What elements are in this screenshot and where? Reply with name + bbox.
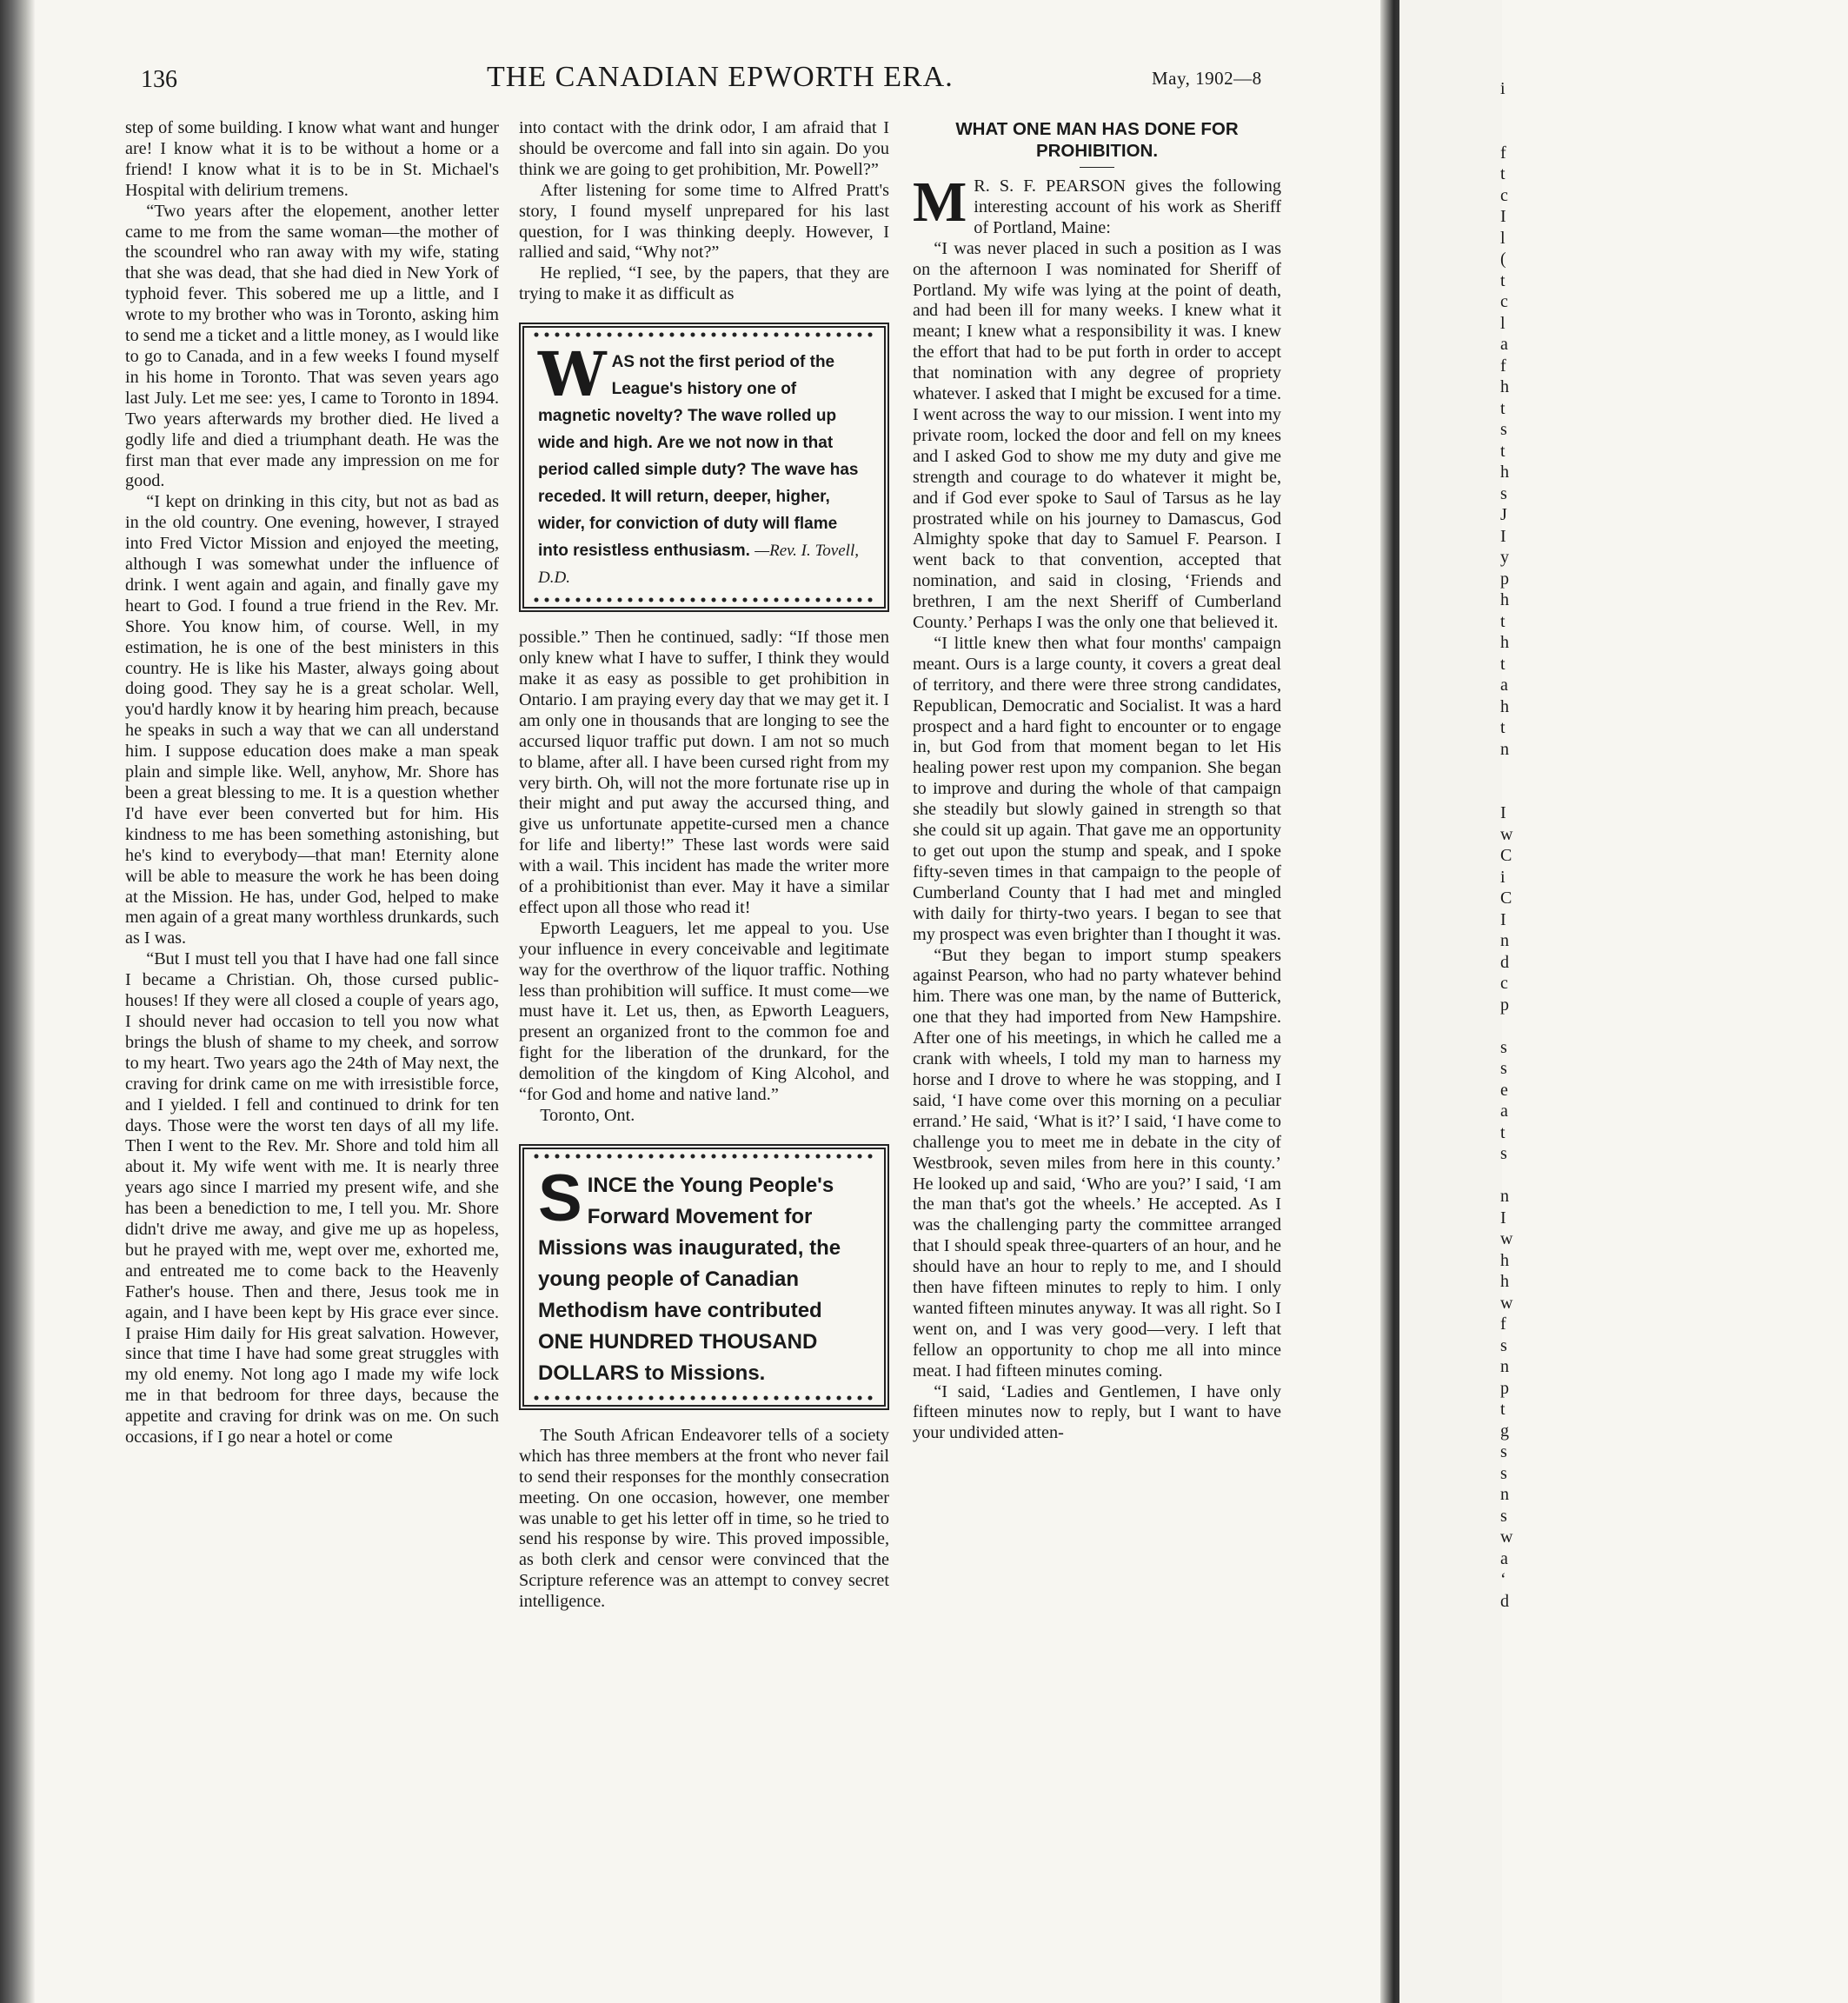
quote-text: AS not the first period of the League's history one of magnetic novelty? The wave rolled up wide and high. Are we not now in that period called simple duty? The wave has receded. It will return, deeper, higher, wider, for conviction of duty will flame into resistless enthusiasm.	[538, 353, 859, 561]
paragraph: “Two years after the elopement, another letter came to me from the same woman—the mother of the scoundrel who ran away with my wife, stating that she was dead, that she had died in New York of typhoid fever. This sobered me up a little, and I wrote to my brother who was in Toronto, asking him to send me a ticket and a little money, as I would like to go to Canada, and in a few weeks I found myself in his home in Toronto. That was seven years ago last July. Let me see: yes, I came to Toronto in 1894. Two years afterwards my brother died. He lived a godly life and died a triumphant death. He was the first man that ever made any impression on me for good.	[125, 201, 499, 491]
adjacent-page-line	[1500, 100, 1848, 122]
paragraph: into contact with the drink odor, I am afraid that I should be overcome and fall into sin again. Do you think we are going to get prohibition, Mr. Powell?”	[519, 118, 889, 179]
adjacent-page-line: d	[1500, 1591, 1509, 1611]
adjacent-page-line: c	[1500, 185, 1508, 205]
adjacent-page-line: h	[1500, 1272, 1509, 1291]
adjacent-page-line: s	[1500, 1335, 1507, 1355]
paragraph: possible.” Then he continued, sadly: “If those men only knew what I have to suffer, I think they would make it as easy as possible to get prohibition in Ontario. I am praying every day that we may get it. I am only one in thousands that are longing to see the accursed liquor traffic put down. I am not so much to blame, after all. I have been cursed right from my very birth. Oh, will not the more fortunate rise up in their might and put away the accursed thing, and give us unfortunate appetite-cursed men a chance for life and liberty!” These last words were said with a wail. This incident has made the writer more of a prohibitionist than ever. May it have a similar effect upon all those who read it!	[519, 628, 889, 917]
drop-cap: W	[538, 338, 607, 411]
signoff-location: Toronto, Ont.	[540, 1106, 635, 1125]
drop-cap: S	[538, 1161, 582, 1235]
quote-byline: —Rev. I. Tovell, D.D.	[538, 542, 859, 588]
adjacent-page-line	[1500, 760, 1848, 782]
adjacent-page-line: h	[1500, 462, 1509, 482]
column-3	[913, 118, 1281, 1444]
intro-text: R. S. F. PEARSON gives the following interesting account of his work as Sheriff of Portland, Maine:	[974, 176, 1281, 237]
adjacent-page-line: t	[1500, 718, 1506, 737]
adjacent-page-line: s	[1500, 1442, 1507, 1461]
adjacent-page-line: d	[1500, 952, 1509, 972]
adjacent-page-line: l	[1500, 313, 1506, 333]
adjacent-page-line: p	[1500, 1378, 1509, 1398]
notice-text: INCE the Young People's Forward Movement for Missions was inaugurated, the young people of Canadian Methodism have contributed ONE HUNDRED THOUSAND DOLLARS to Missions.	[538, 1173, 841, 1385]
adjacent-page-line: t	[1500, 270, 1506, 290]
adjacent-page-line: h	[1500, 1250, 1509, 1270]
adjacent-page-line: a	[1500, 675, 1508, 695]
paragraph: “But they began to import stump speakers against Pearson, who had no party whatever behind him. There was one man, by the name of Butterick, one that they had imported from New Hampshire. After one of his meetings, in which he called me a crank with wheels, I told my man to harness my horse and I drove to where he was stopping, and I said, ‘I have come over this morning on a peculiar errand.’ He said, ‘What is it?’ I said, ‘I have come to challenge you to meet me in debate in the city of Westbrook, seven miles from here in this county.’ He looked up and said, ‘Who are you?’ I said, ‘I am the man that's got the wheels.’ He accepted. As I was the challenging party the committee arranged that I should speak three-quarters of an hour, and he should have an hour to reply to me, and I should then have fifteen minutes to reply to him. I only wanted fifteen minutes anyway. It was all right. So I went on, and I was very good—very. I left that fellow an opportunity to chop me all into mince meat. I had fifteen minutes coming.	[913, 945, 1281, 1381]
adjacent-page-line: s	[1500, 1059, 1507, 1078]
adjacent-page-line: s	[1500, 1037, 1507, 1057]
adjacent-page-line: t	[1500, 654, 1506, 674]
paragraph: He replied, “I see, by the papers, that they are trying to make it as difficult as	[519, 263, 889, 304]
drop-cap: M	[913, 170, 967, 234]
paragraph: “But I must tell you that I have had one fall since I became a Christian. Oh, those cursed public-houses! If they were all closed a couple of years ago, I should never had occasion to tell you now what brings the blush of shame to my cheek, and sorrow to my heart. Two years ago the 24th of May next, the craving for drink came on me with irresistible force, and I yielded. I fell and continued to drink for ten days. Those were the worst ten days of all my life. Then I went to the Rev. Mr. Shore and told him all about it. My wife went with me. It is nearly three years ago since I married my present wife, and she has been a benediction to me, I tell you. Mr. Shore didn't drive me away, and give me up as hopeless, but he prayed with me, wept over me, exhorted me, and entreated me to come back to the Heavenly Father's house. Then and there, Jesus took me in again, and I have been kept by His grace ever since. I praise Him daily for His great salvation. However, since that time I have had some great struggles with my old enemy. Not long ago I made my wife lock me in that bedroom for three days, because the appetite and craving for drink was on me. On such occasions, if I go near a hotel or come	[125, 949, 499, 1447]
adjacent-page-line: n	[1500, 1485, 1509, 1504]
page-header	[0, 61, 1380, 96]
adjacent-page-line: h	[1500, 377, 1509, 396]
paragraph: “I little knew then what four months' campaign meant. Ours is a large county, it covers a great deal of territory, and there were three strong candidates, Republican, Democratic and Socialist. It was a hard prospect and a hard fight to encounter or to engage in, but God from that moment began to let His healing power rest upon my companion. She began to improve and during the whole of that campaign she steadily but slowly gained in strength so that she could sit up again. That gave me an opportunity to get out upon the stump and speak, and I spoke fifty-seven times in that campaign to the people of Cumberland County that I had met and mingled with daily for thirty-two years. I began to see that my prospect was even brighter than I thought it was.	[913, 633, 1281, 944]
adjacent-page-line	[1500, 121, 1848, 143]
adjacent-page-line	[1500, 1165, 1848, 1187]
page-gutter-shadow	[1380, 0, 1399, 2003]
paragraph: step of some building. I know what want and hunger are! I know what it is to be without a home or a friend! I know what it is to be in St. Michael's Hospital with delirium tremens.	[125, 118, 499, 200]
notice-box-forward-movement	[519, 1144, 889, 1410]
adjacent-page-line: s	[1500, 1463, 1507, 1483]
adjacent-page-line: s	[1500, 1506, 1507, 1526]
issue-date: May, 1902—8	[1152, 68, 1262, 89]
adjacent-page-line: g	[1500, 1421, 1509, 1441]
adjacent-page-text	[1500, 78, 1848, 1612]
column-1	[125, 118, 499, 1448]
adjacent-page-line: n	[1500, 1187, 1509, 1206]
adjacent-page-line: I	[1500, 803, 1506, 822]
adjacent-page-line: w	[1500, 1229, 1513, 1248]
adjacent-page-line	[1500, 1015, 1848, 1037]
title-rule	[1080, 167, 1114, 168]
adjacent-page-line: t	[1500, 398, 1506, 418]
adjacent-page-line: t	[1500, 1122, 1506, 1142]
adjacent-page-line: w	[1500, 824, 1513, 844]
adjacent-page-line: I	[1500, 909, 1506, 929]
adjacent-page-line: c	[1500, 974, 1508, 993]
adjacent-page-line: J	[1500, 505, 1507, 524]
adjacent-page-line: h	[1500, 590, 1509, 609]
adjacent-page-line: a	[1500, 335, 1508, 354]
adjacent-page-line: h	[1500, 696, 1509, 716]
paragraph: The South African Endeavorer tells of a society which has three members at the front who never fail to send their responses for the monthly consecration meeting. On one occasion, however, one member was unable to get his letter off in time, so he tried to send his response by wire. This proved impossible, as both clerk and censor were convinced that the Scripture reference was an attempt to convey secret intelligence.	[519, 1425, 889, 1612]
paragraph: “I was never placed in such a position as I was on the afternoon I was nominated for Sheriff of Portland. My wife was lying at the point of death, and had been ill for many weeks. I knew what it meant; I knew what a responsibility it was. I knew the effort that had to be put forth in order to accept that nomination with any degree of propriety whatever. I asked that I might be excused for a time. I went across the way to our mission. I went into my private room, locked the door and fell on my knees and I asked God to show me my duty and give me strength and courage to do whatever it might be, and if God ever spoke to Saul of Tarsus as he lay prostrated while on his journey to Damascus, God Almighty spoke that day to Samuel F. Pearson. I went back to that convention, accepted that nomination, and said in closing, ‘Friends and brethren, I am the next Sheriff of Cumberland County.’ Perhaps I was the only one that believed it.	[913, 238, 1281, 633]
adjacent-page-line: s	[1500, 420, 1507, 439]
adjacent-page-line: s	[1500, 483, 1507, 503]
adjacent-page-line: p	[1500, 569, 1509, 589]
paragraph: After listening for some time to Alfred Pratt's story, I found myself unprepared for his last question, for I was thinking deeply. However, I rallied and said, “Why not?”	[519, 180, 889, 263]
paragraph: Epworth Leaguers, let me appeal to you. Use your influence in every conceivable and legitimate way for the overthrow of the liquor traffic. Nothing less than prohibition will suffice. It must come—we must have it. Let us, then, as Epworth Leaguers, present an organized front to the common foe and fight for the liberation of the drunkard, for the demolition of the kingdom of King Alcohol, and “for God and home and native land.”	[519, 918, 889, 1105]
adjacent-page-line: y	[1500, 548, 1509, 567]
column-2	[519, 118, 889, 1613]
adjacent-page-line: n	[1500, 1357, 1509, 1376]
adjacent-page-line: n	[1500, 739, 1509, 759]
quote-box-tovell	[519, 323, 889, 612]
paragraph: “I kept on drinking in this city, but not as bad as in the old country. One evening, however, I strayed into Fred Victor Mission and enjoyed the meeting, although I was somewhat under the influence of drink. I went again and again, and finally gave my heart to God. I found a true friend in the Rev. Mr. Shore. You know him, of course. Well, in my estimation, he is one of the best ministers in this country. He is like his Master, always going about doing good. They say he is a great scholar. Well, you'd hardly know it by hearing him preach, because he speaks in such a way that we can all understand him. I suppose education does make a man speak plain and simple like. Well, anyhow, Mr. Shore has been a great blessing to me. It is a question whether I'd have ever been converted but for him. His kindness to me has been something astonishing, but he's kind to everybody—that man! Eternity alone will be able to measure the work he has been doing at the Mission. He has, under God, helped to make men again of a great many worthless drunkards, such as I was.	[125, 492, 499, 948]
journal-title: THE CANADIAN EPWORTH ERA.	[487, 61, 954, 93]
adjacent-page-fragment	[1399, 0, 1513, 2003]
adjacent-page-line: t	[1500, 441, 1506, 461]
adjacent-page-line: t	[1500, 164, 1506, 183]
adjacent-page-line: w	[1500, 1293, 1513, 1313]
adjacent-page-line: t	[1500, 611, 1506, 631]
adjacent-page-line: a	[1500, 1548, 1508, 1568]
book-spine-shadow	[0, 0, 35, 2003]
paragraph: “I said, ‘Ladies and Gentlemen, I have only fifteen minutes now to reply, but I want to have your undivided atten-	[913, 1381, 1281, 1443]
adjacent-page-line: i	[1500, 79, 1506, 98]
adjacent-page-line: c	[1500, 292, 1508, 311]
adjacent-page-line: t	[1500, 1400, 1506, 1419]
adjacent-page-line: (	[1500, 250, 1506, 269]
adjacent-page-line: w	[1500, 1527, 1513, 1547]
adjacent-page-line: a	[1500, 1101, 1508, 1121]
adjacent-page-line	[1500, 782, 1848, 803]
adjacent-page-line: h	[1500, 633, 1509, 652]
adjacent-page-line: I	[1500, 526, 1506, 546]
article-intro	[913, 170, 1281, 239]
adjacent-page-line: f	[1500, 143, 1506, 163]
page-number: 136	[141, 66, 177, 93]
adjacent-page-line: s	[1500, 1144, 1507, 1163]
adjacent-page-line: f	[1500, 1314, 1506, 1334]
adjacent-page-line: f	[1500, 356, 1506, 376]
adjacent-page-line: n	[1500, 931, 1509, 950]
adjacent-page-line: C	[1500, 846, 1512, 865]
adjacent-page-line: ‘	[1500, 1570, 1506, 1589]
adjacent-page-line: I	[1500, 207, 1506, 226]
adjacent-page-line: I	[1500, 1208, 1506, 1228]
adjacent-page-line: e	[1500, 1080, 1508, 1100]
article-title: WHAT ONE MAN HAS DONE FOR PROHIBITION.	[955, 119, 1239, 161]
adjacent-page-line: i	[1500, 867, 1506, 887]
adjacent-page-line: l	[1500, 228, 1506, 248]
adjacent-page-line: p	[1500, 995, 1509, 1015]
adjacent-page-line: C	[1500, 888, 1512, 908]
